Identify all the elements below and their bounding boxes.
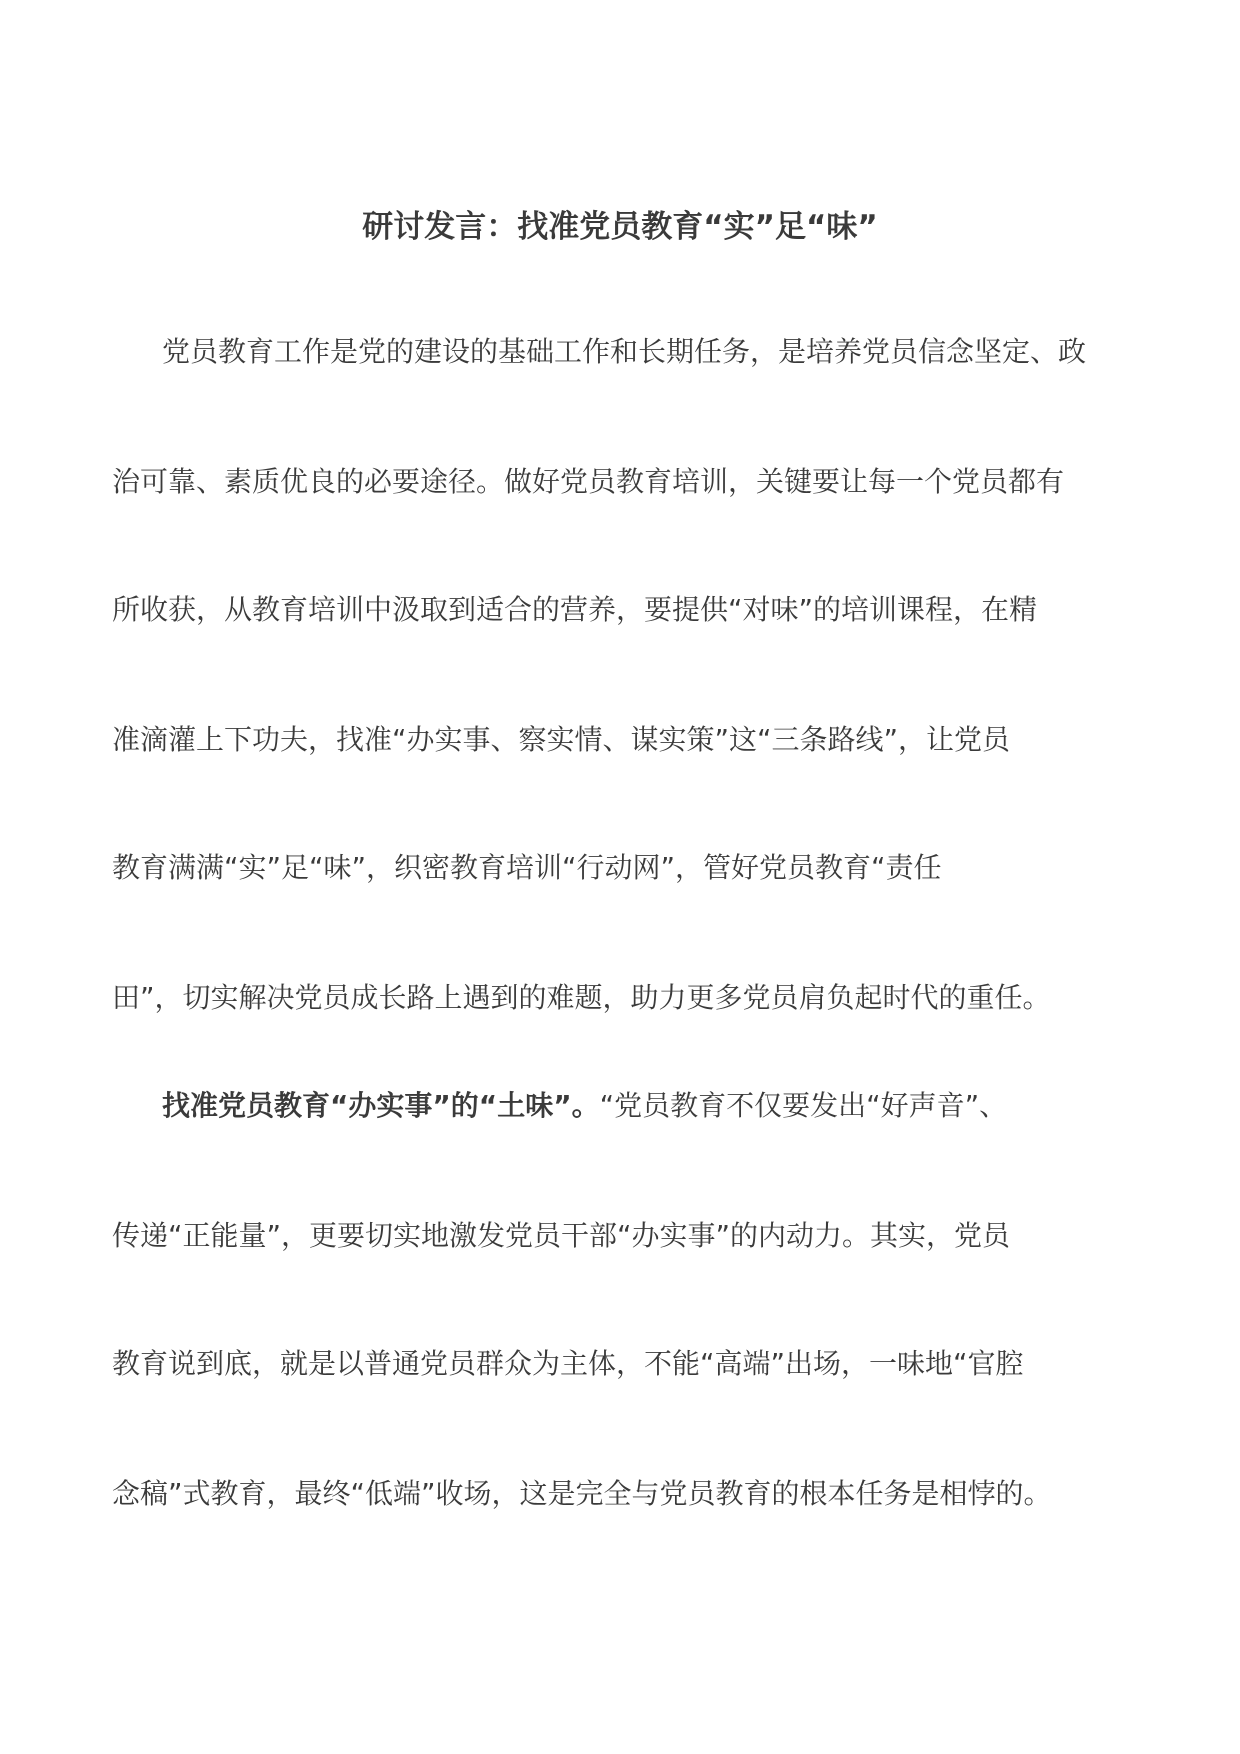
paragraph-2-line-1-rest: “党员教育不仅要发出“好声音”、 (599, 1089, 1008, 1122)
paragraph-2-line-1 (162, 1086, 1007, 1126)
paragraph-1-line-5: 教育满满“实”足“味”，织密教育培训“行动网”，管好党员教育“责任 (112, 851, 942, 884)
paragraph-1-line-1: 党员教育工作是党的建设的基础工作和长期任务，是培养党员信念坚定、政 (162, 335, 1087, 368)
paragraph-1-line-6: 田”，切实解决党员成长路上遇到的难题，助力更多党员肩负起时代的重任。 (112, 981, 1051, 1014)
paragraph-2-heading: 找准党员教育“办实事”的“土味”。 (162, 1089, 600, 1122)
paragraph-2-line-4: 念稿”式教育，最终“低端”收场，这是完全与党员教育的根本任务是相悖的。 (112, 1477, 1052, 1510)
paragraph-2-line-3: 教育说到底，就是以普通党员群众为主体，不能“高端”出场，一味地“官腔 (112, 1347, 1024, 1380)
paragraph-1-line-3: 所收获，从教育培训中汲取到适合的营养，要提供“对味”的培训课程，在精 (112, 593, 1038, 626)
paragraph-2-line-2: 传递“正能量”，更要切实地激发党员干部“办实事”的内动力。其实，党员 (112, 1219, 1011, 1252)
paragraph-1-line-4: 准滴灌上下功夫，找准“办实事、察实情、谋实策”这“三条路线”，让党员 (112, 723, 1011, 756)
paragraph-1-line-2: 治可靠、素质优良的必要途径。做好党员教育培训，关键要让每一个党员都有 (112, 465, 1065, 498)
document-title: 研讨发言：找准党员教育“实”足“味” (362, 209, 878, 245)
